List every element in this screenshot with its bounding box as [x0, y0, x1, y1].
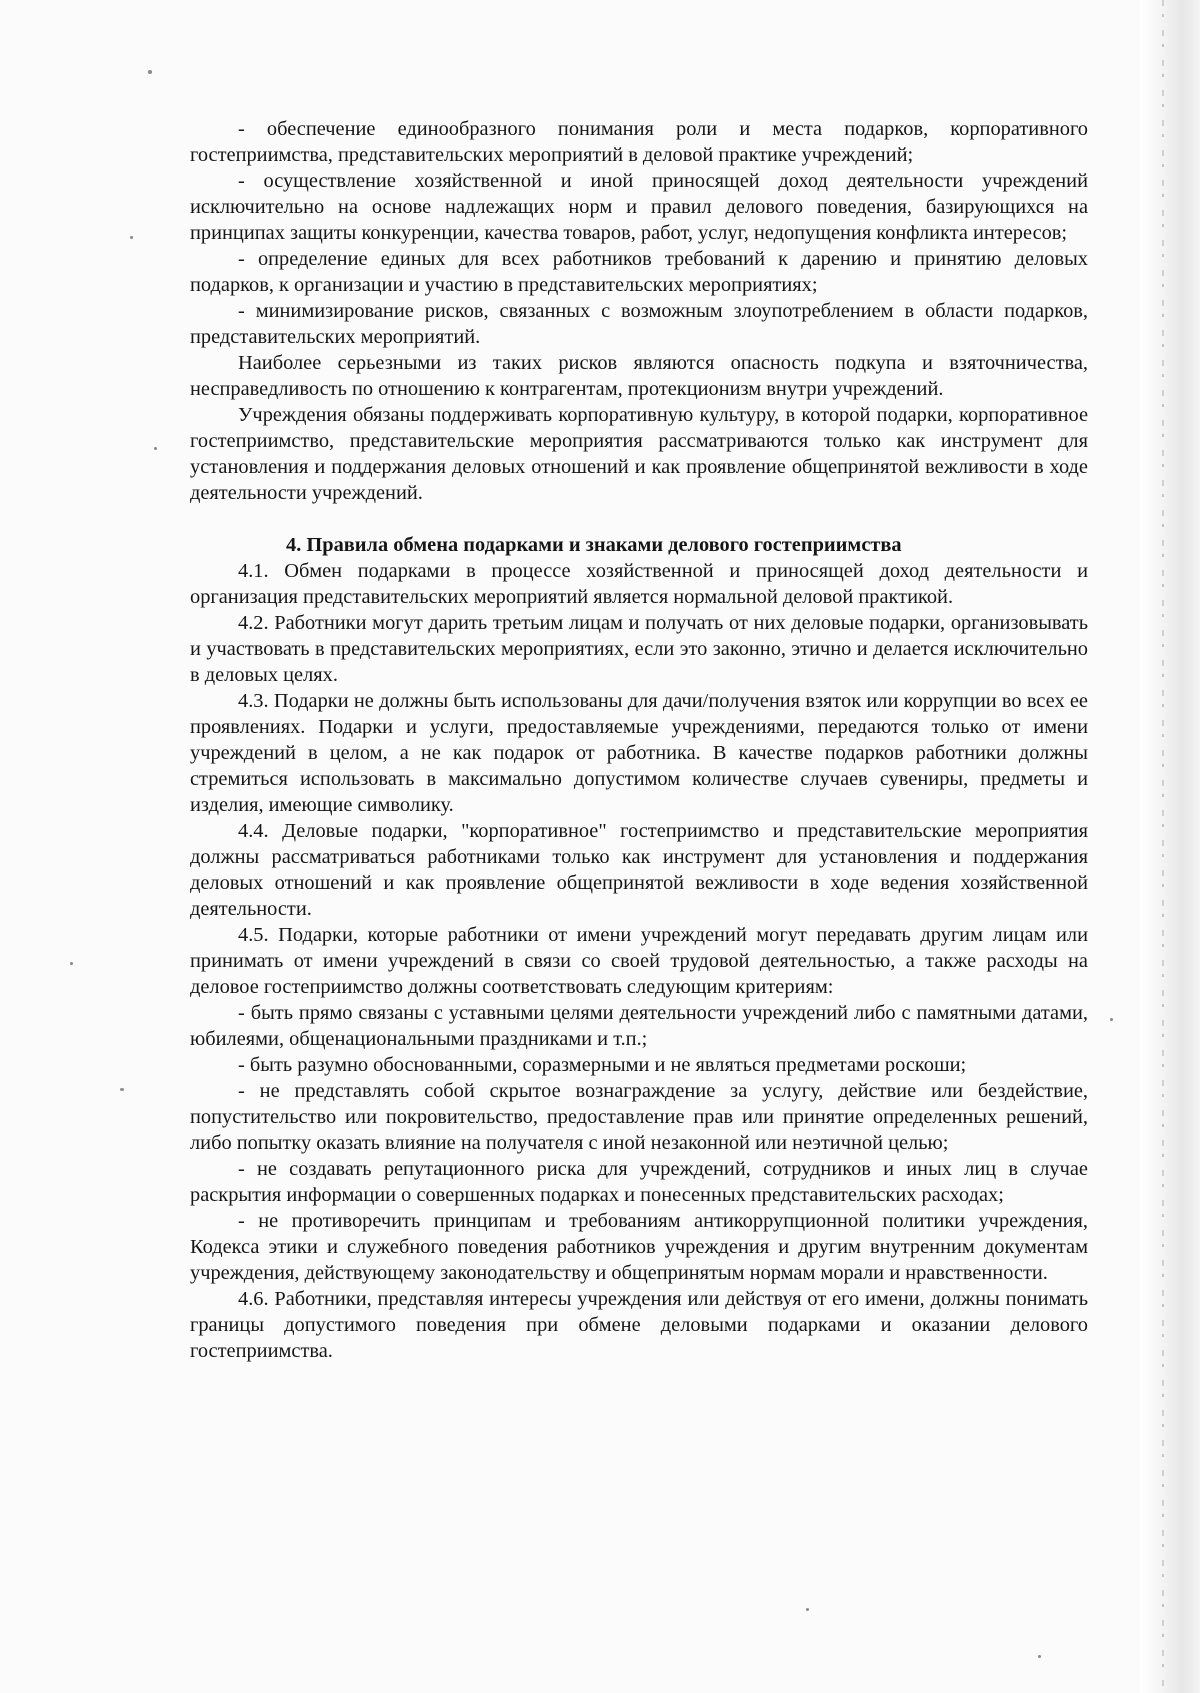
- list-item: - осуществление хозяйственной и иной приносящей доход деятельности учреждений исключительно на основе надлежащих норм и правил делового поведения, базирующихся на принципах защиты конкуренции, качества товаров, работ, услуг, недопущения конфликта интересов;: [190, 170, 1088, 244]
- list-item: - быть разумно обоснованными, соразмерными и не являться предметами роскоши;: [238, 1054, 967, 1076]
- document-body: [190, 116, 1088, 1364]
- list-item: - быть прямо связаны с уставными целями деятельности учреждений либо с памятными датами, юбилеями, общенациональными праздниками и т.п.;: [190, 1002, 1088, 1050]
- list-item: - обеспечение единообразного понимания роли и места подарков, корпоративного гостеприимства, представительских мероприятий в деловой практике учреждений;: [190, 118, 1088, 166]
- list-item: - определение единых для всех работников требований к дарению и принятию деловых подарков, к организации и участию в представительских мероприятиях;: [190, 248, 1088, 296]
- scan-speck: [1038, 1655, 1041, 1658]
- list-item: - не противоречить принципам и требованиям антикоррупционной политики учреждения, Кодекса этики и служебного поведения работников учреждения и другим внутренним документам учреждения, действующему законодательству и общепринятым нормам морали и нравственности.: [190, 1210, 1088, 1284]
- paragraph: Учреждения обязаны поддерживать корпоративную культуру, в которой подарки, корпоративное гостеприимство, представительские мероприятия рассматриваются только как инструмент для установления и поддержания деловых отношений и как проявление общепринятой вежливости в ходе деятельности учреждений.: [190, 404, 1088, 504]
- scan-speck: [148, 70, 152, 74]
- scan-speck: [154, 447, 157, 450]
- paragraph: Наиболее серьезными из таких рисков являются опасность подкупа и взяточничества, несправедливость по отношению к контрагентам, протекционизм внутри учреждений.: [190, 352, 1088, 400]
- clause-paragraph: 4.1. Обмен подарками в процессе хозяйственной и приносящей доход деятельности и организация представительских мероприятий является нормальной деловой практикой.: [190, 560, 1088, 608]
- scan-speck: [70, 962, 73, 965]
- scan-speck: [130, 236, 133, 239]
- list-item: - минимизирование рисков, связанных с возможным злоупотреблением в области подарков, представительских мероприятий.: [190, 300, 1088, 348]
- scan-speck: [806, 1608, 809, 1611]
- clause-paragraph: 4.5. Подарки, которые работники от имени учреждений могут передавать другим лицам или принимать от имени учреждений в связи со своей трудовой деятельностью, а также расходы на деловое гостеприимство должны соответствовать следующим критериям:: [190, 924, 1088, 998]
- list-item: - не создавать репутационного риска для учреждений, сотрудников и иных лиц в случае раскрытия информации о совершенных подарках и понесенных представительских расходах;: [190, 1158, 1088, 1206]
- clause-paragraph: 4.6. Работники, представляя интересы учреждения или действуя от его имени, должны понимать границы допустимого поведения при обмене деловыми подарками и оказании делового гостеприимства.: [190, 1288, 1088, 1362]
- scan-speck: [120, 1088, 124, 1091]
- clause-paragraph: 4.2. Работники могут дарить третьим лицам и получать от них деловые подарки, организовывать и участвовать в представительских мероприятиях, если это законно, этично и делается исключительно в деловых целях.: [190, 612, 1088, 686]
- scan-edge-shadow: [1140, 0, 1200, 1693]
- list-item: - не представлять собой скрытое вознаграждение за услугу, действие или бездействие, попустительство или покровительство, предоставление прав или принятие определенных решений, либо попытку оказать влияние на получателя с иной незаконной или неэтичной целью;: [190, 1080, 1088, 1154]
- scan-speck: [1110, 1018, 1113, 1021]
- clause-paragraph: 4.4. Деловые подарки, "корпоративное" гостеприимство и представительские мероприятия должны рассматриваться работниками только как инструмент для установления и поддержания деловых отношений и как проявление общепринятой вежливости в ходе ведения хозяйственной деятельности.: [190, 820, 1088, 920]
- clause-paragraph: 4.3. Подарки не должны быть использованы для дачи/получения взяток или коррупции во всех ее проявлениях. Подарки и услуги, предоставляемые учреждениями, передаются только от имени учреждений в целом, а не как подарок от работника. В качестве подарков работники должны стремиться использовать в максимально допустимом количестве случаев сувениры, предметы и изделия, имеющие символику.: [190, 690, 1088, 816]
- section-heading: 4. Правила обмена подарками и знаками делового гостеприимства: [286, 534, 902, 556]
